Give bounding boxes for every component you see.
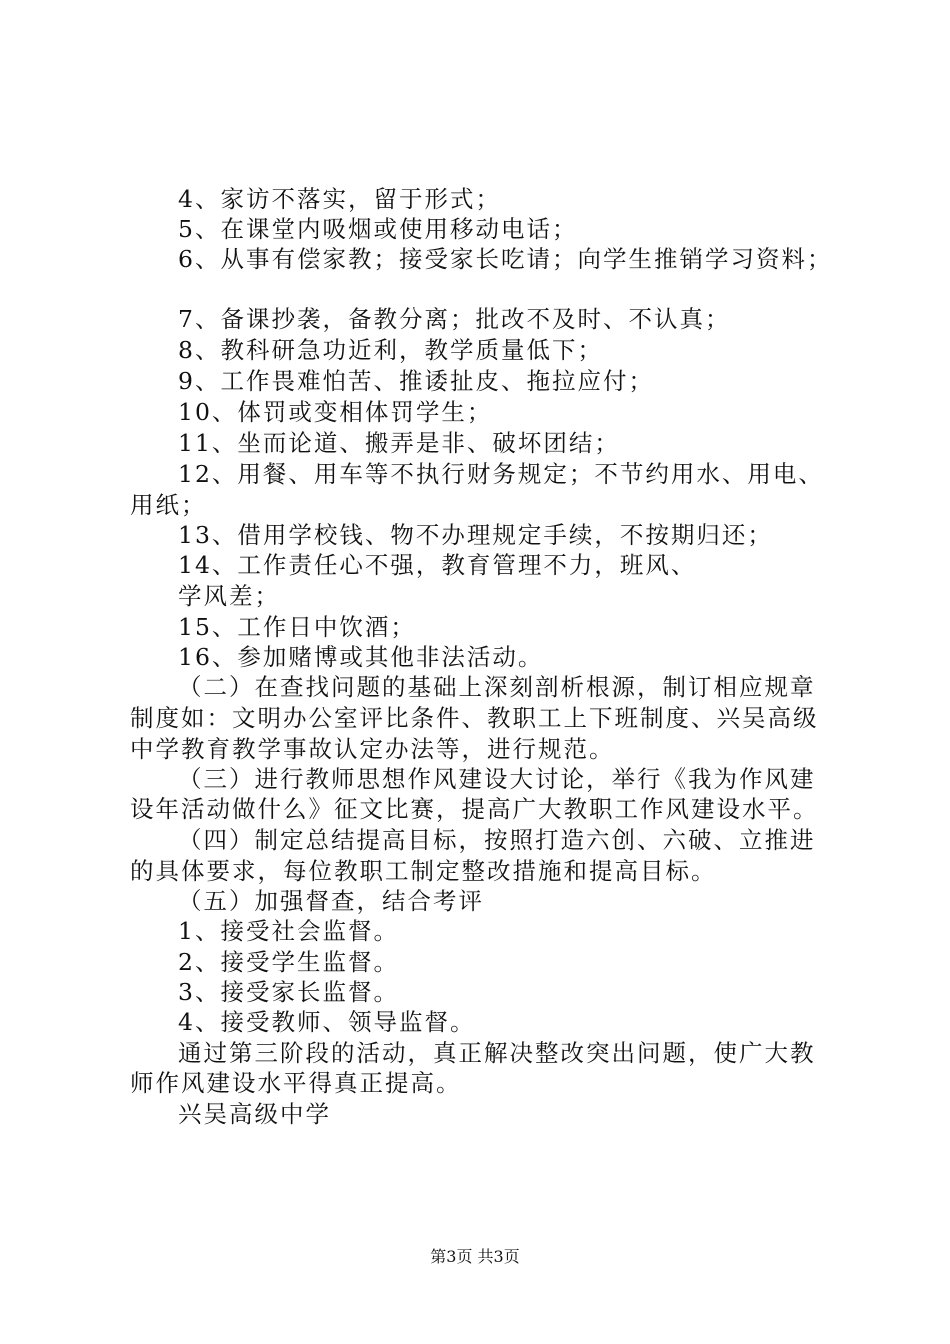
body-line: 13、借用学校钱、物不办理规定手续，不按期归还；	[178, 521, 773, 549]
body-line: 7、备课抄袭，备教分离；批改不及时、不认真；	[178, 305, 731, 333]
body-line: 4、家访不落实，留于形式；	[178, 185, 501, 213]
body-line: 中学教育教学事故认定办法等，进行规范。	[130, 735, 615, 763]
body-line: 6、从事有偿家教；接受家长吃请；向学生推销学习资料；	[178, 245, 833, 273]
body-line: 16、参加赌博或其他非法活动。	[178, 643, 544, 671]
body-line: 师作风建设水平得真正提高。	[130, 1069, 462, 1097]
body-line: （四）制定总结提高目标，按照打造六创、六破、立推进	[178, 826, 816, 854]
body-line: 制度如：文明办公室评比条件、教职工上下班制度、兴吴高级	[130, 704, 819, 732]
body-line: 10、体罚或变相体罚学生；	[178, 398, 493, 426]
body-line: 3、接受家长监督。	[178, 978, 399, 1006]
body-line: （五）加强督查，结合考评	[178, 887, 484, 915]
body-line: 12、用餐、用车等不执行财务规定；不节约用水、用电、	[178, 460, 824, 488]
body-line: 用纸；	[130, 491, 207, 519]
body-line: 9、工作畏难怕苦、推诿扯皮、拖拉应付；	[178, 367, 654, 395]
body-line: 4、接受教师、领导监督。	[178, 1008, 476, 1036]
body-line: 5、在课堂内吸烟或使用移动电话；	[178, 215, 578, 243]
body-line: 1、接受社会监督。	[178, 917, 399, 945]
body-line: 11、坐而论道、搬弄是非、破坏团结；	[178, 429, 620, 457]
body-line: （三）进行教师思想作风建设大讨论，举行《我为作风建	[178, 765, 816, 793]
body-line: 15、工作日中饮酒；	[178, 613, 416, 641]
body-line: 8、教科研急功近利，教学质量低下；	[178, 336, 603, 364]
body-line: 的具体要求，每位教职工制定整改措施和提高目标。	[130, 857, 717, 885]
body-line: 14、工作责任心不强，教育管理不力，班风、	[178, 551, 697, 579]
signature-line: 兴吴高级中学	[178, 1100, 331, 1128]
body-line: 设年活动做什么》征文比赛，提高广大教职工作风建设水平。	[130, 795, 819, 823]
body-line: 学风差；	[178, 582, 280, 610]
body-line: 2、接受学生监督。	[178, 948, 399, 976]
body-line: 通过第三阶段的活动，真正解决整改突出问题，使广大教	[178, 1039, 816, 1067]
page-footer: 第3页 共3页	[430, 1247, 520, 1266]
body-line: （二）在查找问题的基础上深刻剖析根源，制订相应规章	[178, 673, 816, 701]
